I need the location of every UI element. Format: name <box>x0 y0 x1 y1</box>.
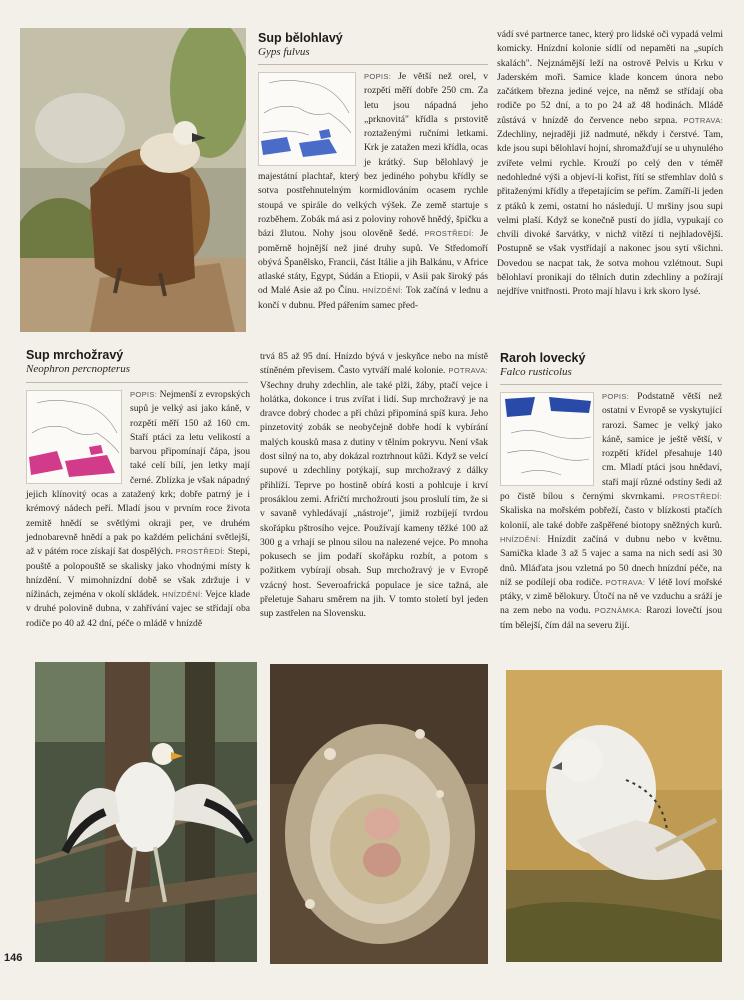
label-hnizdeni: HNÍZDĚNÍ: <box>500 534 541 544</box>
text: Je větší než orel, v rozpětí měří dobře 250 cm. Za letu jsou nápadná jeho „prknovitá" křídla s prstovitě roztaženými ručními letkami. Krk je zatažen mezi křídla, ocas je krátký. Sup bělohlavý je majestátní plachtař, který bez jediného pohybu křídly se sotva postřehnutelným kormidlováním ocasem rychle stoupá ve spirále do velkých výšek. Ze země startuje s rozběhem. Zobák má asi z poloviny rohově hnědý, špičku a bázi žlutou. Nohy jsou olověně šedé. <box>258 71 488 240</box>
nest-eggs-photo <box>270 664 488 964</box>
label-potrava: POTRAVA: <box>605 577 646 587</box>
header-rule <box>26 382 248 383</box>
label-prostredi: PROSTŘEDÍ: <box>672 492 722 502</box>
text: Nejmenší z evropských supů je velký asi jako káně, v rozpětí měří 150 až 160 cm. Staří ptáci za letu velikostí a barvou připomínají čápa, jsou také celí bílí, jen letky mají černé. Zblízka je však nápadný jejich klínovitý ocas a zatažený krk; dobře patrný je i krémový nádech peří. Mladí jsou v prvním roce života zemitě hnědí se světlými okraji per, ve druhém jednobarevně hnědí a pak po každém pelichání světlejší, až v pátém roce získají šat dospělých. <box>26 389 250 558</box>
header-rule <box>500 384 722 385</box>
text: trvá 85 až 95 dní. Hnízdo bývá v jeskyňce nebo na místě stíněném převisem. Často vytváří malé kolonie. <box>260 351 488 377</box>
label-poznamka: POZNÁMKA: <box>594 606 643 616</box>
label-popis: POPIS: <box>602 392 630 401</box>
label-hnizdeni: HNÍZDĚNÍ: <box>162 590 203 600</box>
egyptian-text-col2 <box>260 350 488 622</box>
text: Podstatně větší než ostatní v Evropě se vyskytující rarozi. Samec je velký jako káně, samice je ještě větší, v rozpětí křídel přesahuje 140 cm. Mladí ptáci jsou hnědaví, staří mají různé odstíny šedi až po čistě bílou s černými skvrnkami. <box>500 391 722 503</box>
text: Hnízdit začíná v dubnu nebo v květnu. Samička klade 3 až 5 vajec a sama na nich sedí asi 30 dnů. Mláďata jsou vzletná po 50 dnech hnízdní péče, na níž se podílejí oba rodiče. <box>500 533 722 588</box>
label-popis: POPIS: <box>130 390 158 399</box>
text: Tok začíná v lednu a končí v dubnu. Před pářením samec před- <box>258 285 488 311</box>
page-number: 146 <box>4 952 23 964</box>
text: Zdechliny, nejraději již nadmuté, někdy i čerstvé. Tam, kde jsou supi bělohlaví hojní, shromažďují se u uhynulého zvířete velmi rychle. Krouží po celý den v téměř nedohledné výši a objeví-li kořist, řítí se střemhlav dolů s přitaženými křídly a třepetajícím se peřím. Zamíří-li jeden z ptáků k zemi, ostatní ho následují. U mršiny jsou supi velmi plaší. Když se konečně pustí do jídla, vypukají co chvíli divoké šarvátky, v nichž vítězí ti nejhladovější. Postupně se však vystřídají a nakonec jsou sytí všichni. Dovedou se nacpat tak, že sotva mohou vzlétnout. Supi bělohlaví pronikají do tělních dutin zdechliny a požírají nejdříve vnitřnosti. Proto mají hlavu i krk skoro lysé. <box>497 129 723 298</box>
text: Vejce klade v druhé polovině dubna, v zahřívání vajec se střídají oba rodiče po 40 až 42 dní, péče o mládě v hnízdě <box>26 589 250 629</box>
range-map-gyrfalcon <box>500 392 594 486</box>
text: Stepi, pouště a polopouště se skalisky jako vhodnými místy k hnízdění. V mimohnízdní době se však zdržuje i v nížinách, zejména v okolí skládek. <box>26 546 250 601</box>
text: vádí své partnerce tanec, který pro lidské oči vypadá velmi komicky. Hnízdní kolonie sídlí od nepaměti na „supích skalách". Nejznámější leží na ostrově Pelvis u Krku v Jaderském moři. Samice klade koncem února nebo začátkem března jediné vejce, na němž se střídají oba rodiče po 52 dní, a to po 24 až 48 hodinách. Mládě zůstává v hnízdě do července nebo srpna. <box>497 29 723 126</box>
header-rule <box>258 64 488 65</box>
species-header-griffon <box>258 31 488 58</box>
range-map-egyptian <box>26 390 122 484</box>
text: Všechny druhy zdechlin, ale také plži, žáby, ptačí vejce i holátka, dokonce i trus zvířat i lidí. Sup mrchožravý je na dravce dobrý chodec a při chůzi připomíná spíš kura. Jeho pinzetovitý zobák se neobyčejně dobře hodí k vybírání malých kousků masa z dutiny v tělním pokryvu. Není však dost silný na to, aby dokázal roztrhnout kůži. Když se velcí supové u zdechliny potýkají, sup mrchožravý z dálky přihlíží. Teprve po hostině obírá kosti a pohlcuje i krví prosáklou zemi. Afričtí mrchožrouti jsou proslulí tím, že si v savaně vyhledávají „nástroje", jimiž rozbíjejí tvrdou skořápku pštrosího vejce. Používají kameny těžké 100 až 300 g a vrhají se plnou silou na nalezené vejce. Po mnoha pokusech se jim podaří skořápku rozbít, a potom s požitkem vybírají obsah. Sup mrchožravý je v Evropě vzácný host. Severoafrická populace je sice tažná, ale přeletuje Saharu směrem na jih. V tomto století byl jeden sup zastřelen na Slovensku. <box>260 379 488 620</box>
species-name: Sup bělohlavý <box>258 31 343 45</box>
species-name: Sup mrchožravý <box>26 348 124 362</box>
egyptian-text-col1 <box>26 388 250 631</box>
label-popis: POPIS: <box>364 72 392 81</box>
gyrfalcon-text <box>500 390 722 633</box>
species-latin: Gyps fulvus <box>258 46 310 58</box>
gyrfalcon-photo <box>506 670 722 962</box>
label-prostredi: PROSTŘEDÍ: <box>175 547 226 557</box>
text: Skaliska na mořském pobřeží, často v blízkosti ptačích kolonií, ale také dobře zašpěřené biotopy sněžných kurů. <box>500 505 722 531</box>
range-map-griffon <box>258 72 356 166</box>
egyptian-vulture-photo <box>35 662 257 962</box>
griffon-text-col2 <box>497 28 723 300</box>
label-hnizdeni: HNÍZDĚNÍ: <box>362 286 403 296</box>
species-latin: Falco rusticolus <box>500 366 572 378</box>
griffon-vulture-photo <box>20 28 246 332</box>
label-prostredi: PROSTŘEDÍ: <box>424 229 474 239</box>
text: Je poměrně hojnější než jiné druhy supů. Ve Středomoří obývá Španělsko, Francii, část Itálie a jih Balkánu, v Africe atlaské státy, Egypt, Súdán a Etiopii, v Asii pak široký pás od Malé Asie až po Čínu. <box>258 228 489 297</box>
text: V létě loví mořské ptáky, v zimě bělokury. Útočí na ně ve vzduchu a sráží je na zem nebo na vodu. <box>500 576 722 617</box>
label-potrava: POTRAVA: <box>683 115 723 125</box>
species-name: Raroh lovecký <box>500 351 586 365</box>
species-header-egyptian <box>26 348 248 375</box>
species-header-gyrfalcon <box>500 351 722 378</box>
text: Rarozi lovečtí jsou tím bělejší, čím dál na severu žijí. <box>500 605 722 631</box>
label-potrava: POTRAVA: <box>448 366 488 376</box>
species-latin: Neophron percnopterus <box>26 363 130 375</box>
griffon-text-col1 <box>258 70 488 313</box>
